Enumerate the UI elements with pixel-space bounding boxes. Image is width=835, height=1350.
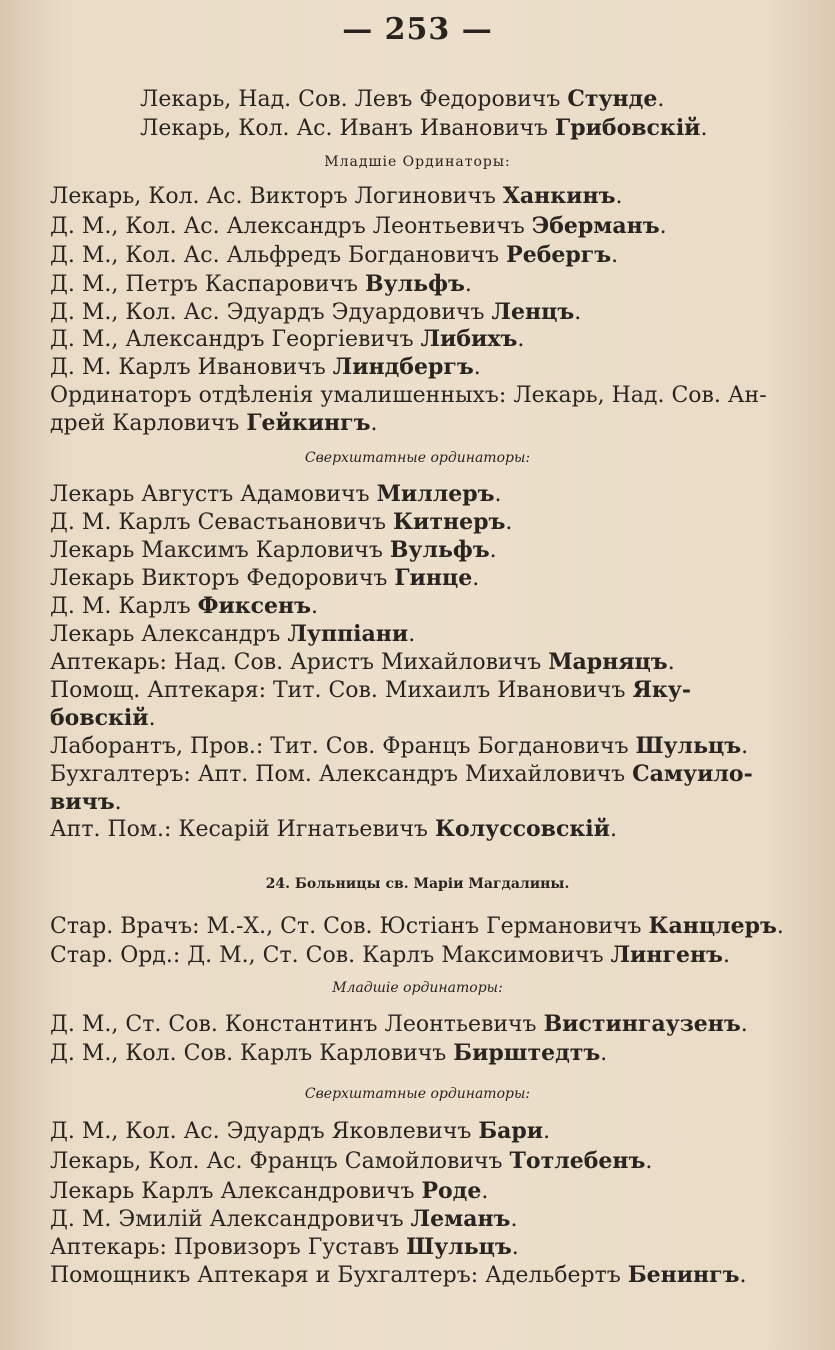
text-line: Д. М., Александръ Георгіевичъ Либихъ. [50, 326, 525, 352]
text-line: Д. М. Эмилій Александровичъ Леманъ. [50, 1206, 518, 1232]
text-line: Д. М., Кол. Ас. Эдуардъ Яковлевичъ Бари. [50, 1118, 551, 1144]
text-line: Аптекарь: Над. Сов. Аристъ Михайловичъ Марняцъ. [50, 649, 675, 675]
text-line: Д. М., Кол. Ас. Александръ Леонтьевичъ Эберманъ. [50, 213, 667, 239]
text-line: дрей Карловичъ Гейкингъ. [50, 410, 378, 436]
section-heading: Младшіе Ординаторы: [324, 154, 511, 170]
text-line: Аптекарь: Провизоръ Густавъ Шульцъ. [50, 1234, 519, 1260]
page-number: — 253 — [342, 12, 493, 47]
text-line: Д. М., Петръ Каспаровичъ Вульфъ. [50, 271, 472, 297]
text-line: Лекарь Карлъ Александровичъ Роде. [50, 1178, 489, 1204]
text-line: Лекарь Александръ Луппіани. [50, 621, 416, 647]
text-line: Д. М., Кол. Ас. Эдуардъ Эдуардовичъ Ленцъ. [50, 299, 582, 325]
text-line: Д. М. Карлъ Фиксенъ. [50, 593, 319, 619]
text-line: Лекарь, Кол. Ас. Францъ Самойловичъ Тотлебенъ. [50, 1148, 653, 1174]
text-line: вичъ. [50, 789, 122, 815]
text-line: Лекарь Максимъ Карловичъ Вульфъ. [50, 537, 497, 563]
text-line: Лекарь, Кол. Ас. Викторъ Логиновичъ Ханкинъ. [50, 183, 623, 209]
text-line: Лекарь Августъ Адамовичъ Миллеръ. [50, 481, 502, 507]
section-heading: Сверхштатные ординаторы: [304, 450, 531, 466]
text-line: Бухгалтеръ: Апт. Пом. Александръ Михайловичъ Самуило- [50, 761, 753, 787]
text-line: Апт. Пом.: Кесарій Игнатьевичъ Колуссовскій. [50, 816, 617, 842]
text-line: Лекарь, Над. Сов. Левъ Федоровичъ Стунде. [140, 86, 665, 112]
text-line: Помощ. Аптекаря: Тит. Сов. Михаилъ Ивановичъ Яку- [50, 677, 691, 703]
text-line: Д. М., Кол. Ас. Альфредъ Богдановичъ Ребергъ. [50, 242, 619, 268]
text-line: Лекарь, Кол. Ас. Иванъ Ивановичъ Грибовскій. [140, 115, 708, 141]
section-heading: Младшіе ординаторы: [332, 980, 503, 996]
text-line: Д. М., Кол. Сов. Карлъ Карловичъ Бирштедтъ. [50, 1040, 608, 1066]
text-line: Д. М. Карлъ Севастьановичъ Китнеръ. [50, 509, 513, 535]
text-line: Стар. Орд.: Д. М., Ст. Сов. Карлъ Максимовичъ Лингенъ. [50, 942, 730, 968]
text-line: Д. М., Ст. Сов. Константинъ Леонтьевичъ Вистингаузенъ. [50, 1011, 748, 1037]
text-line: Стар. Врачъ: М.-Х., Ст. Сов. Юстіанъ Германовичъ Канцлеръ. [50, 913, 784, 939]
section-heading: Сверхштатные ординаторы: [304, 1086, 531, 1102]
text-line: Ординаторъ отдѣленія умалишенныхъ: Лекарь, Над. Сов. Ан- [50, 383, 767, 408]
text-line: Лекарь Викторъ Федоровичъ Гинце. [50, 565, 480, 591]
text-line: Помощникъ Аптекаря и Бухгалтеръ: Адельбертъ Бенингъ. [50, 1262, 747, 1288]
text-line: Лаборантъ, Пров.: Тит. Сов. Францъ Богдановичъ Шульцъ. [50, 733, 749, 759]
text-line: бовскій. [50, 705, 156, 731]
section-heading: 24. Больницы св. Маріи Магдалины. [265, 876, 570, 892]
text-line: Д. М. Карлъ Ивановичъ Линдбергъ. [50, 354, 481, 380]
